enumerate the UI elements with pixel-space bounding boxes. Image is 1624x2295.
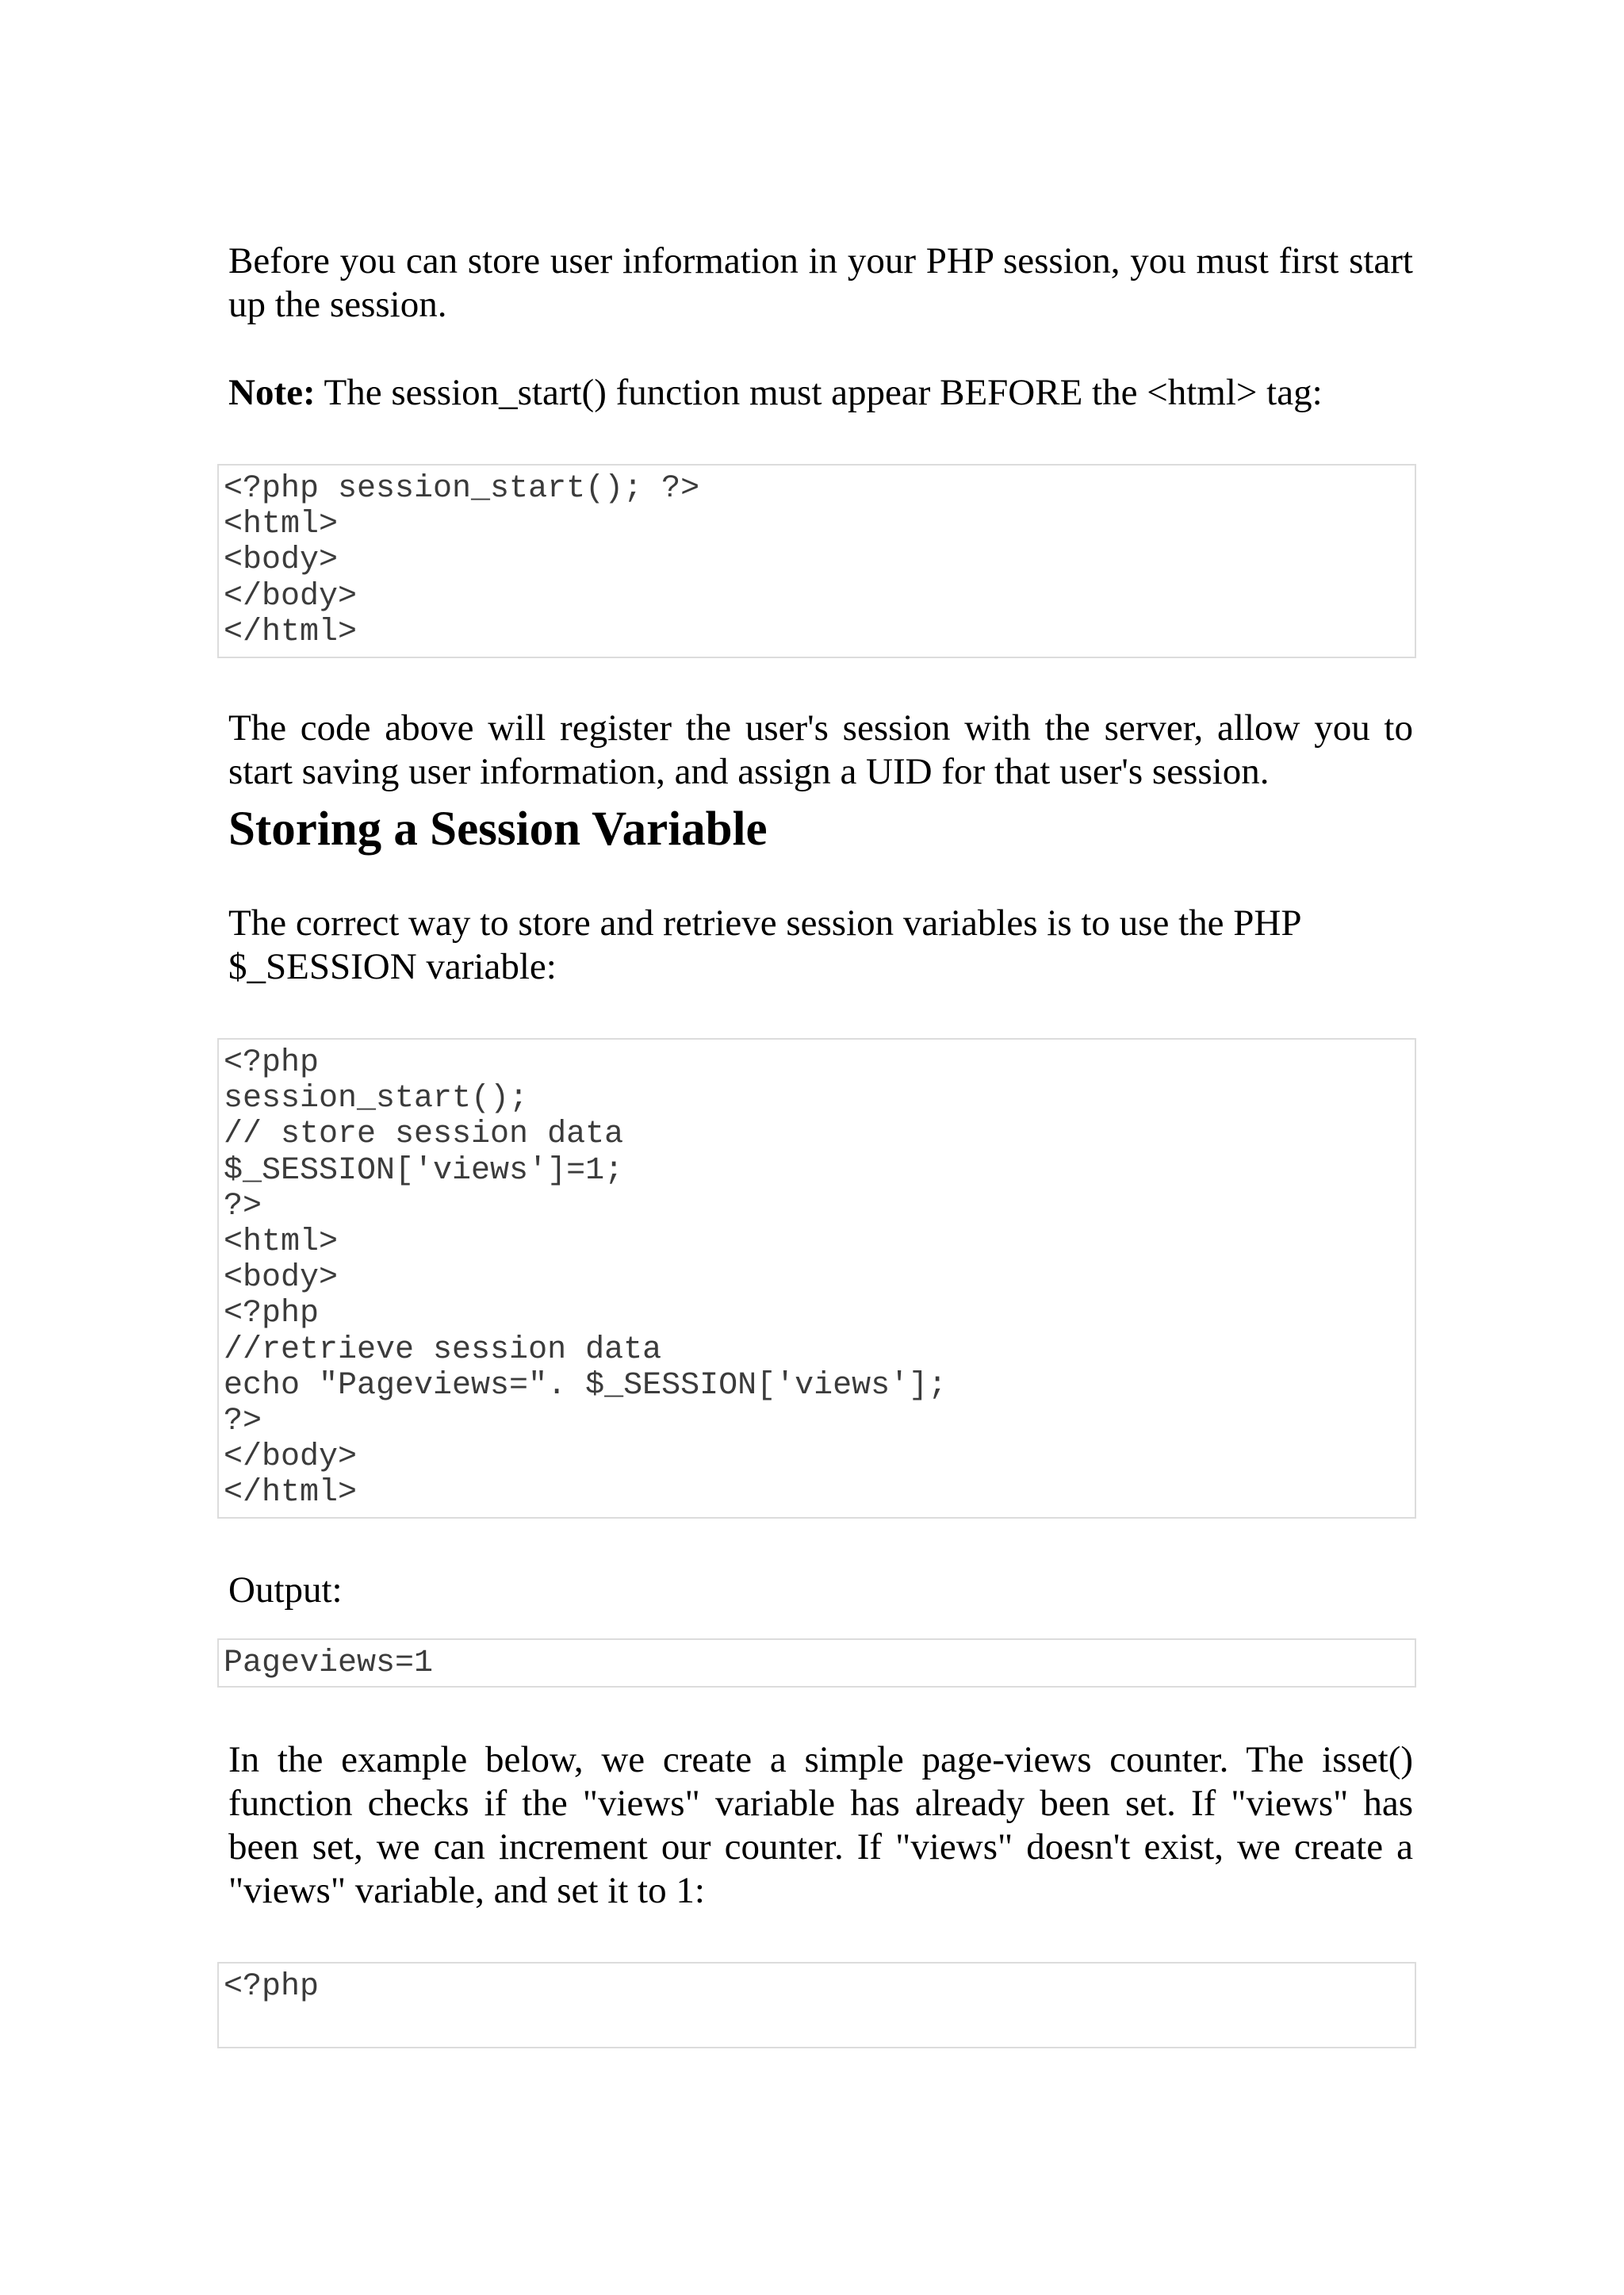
intro-paragraph: Before you can store user information in your PHP session, you must first start up the session. xyxy=(228,240,1413,325)
section-heading: Storing a Session Variable xyxy=(228,803,768,856)
output-label: Output: xyxy=(228,1569,343,1611)
storing-paragraph: The correct way to store and retrieve session variables is to use the PHP $_SESSION variable: xyxy=(228,902,1300,987)
code-block-session-variable: <?php session_start(); // store session data $_SESSION['views']=1; ?> <html> <body> <?php //retrieve session data echo "Pageviews=". $_SESSION['views']; ?> </body> </html> xyxy=(217,1038,1416,1519)
output-block: Pageviews=1 xyxy=(217,1638,1416,1688)
note-paragraph xyxy=(228,371,1413,415)
explanation-paragraph: The code above will register the user's session with the server, allow you to start saving user information, and assign a UID for that user's session. xyxy=(228,707,1413,792)
code-block-counter: <?php xyxy=(217,1962,1416,2048)
note-label: Note: xyxy=(228,372,316,413)
example-paragraph: In the example below, we create a simple page-views counter. The isset() function checks if the "views" variable has already been set. If "views" has been set, we can increment our counter. If "views" doesn't exist, we create a "views" variable, and set it to 1: xyxy=(228,1739,1413,1911)
code-block-session-start: <?php session_start(); ?> <html> <body> </body> </html> xyxy=(217,464,1416,658)
note-text: The session_start() function must appear BEFORE the <html> tag: xyxy=(315,372,1323,413)
